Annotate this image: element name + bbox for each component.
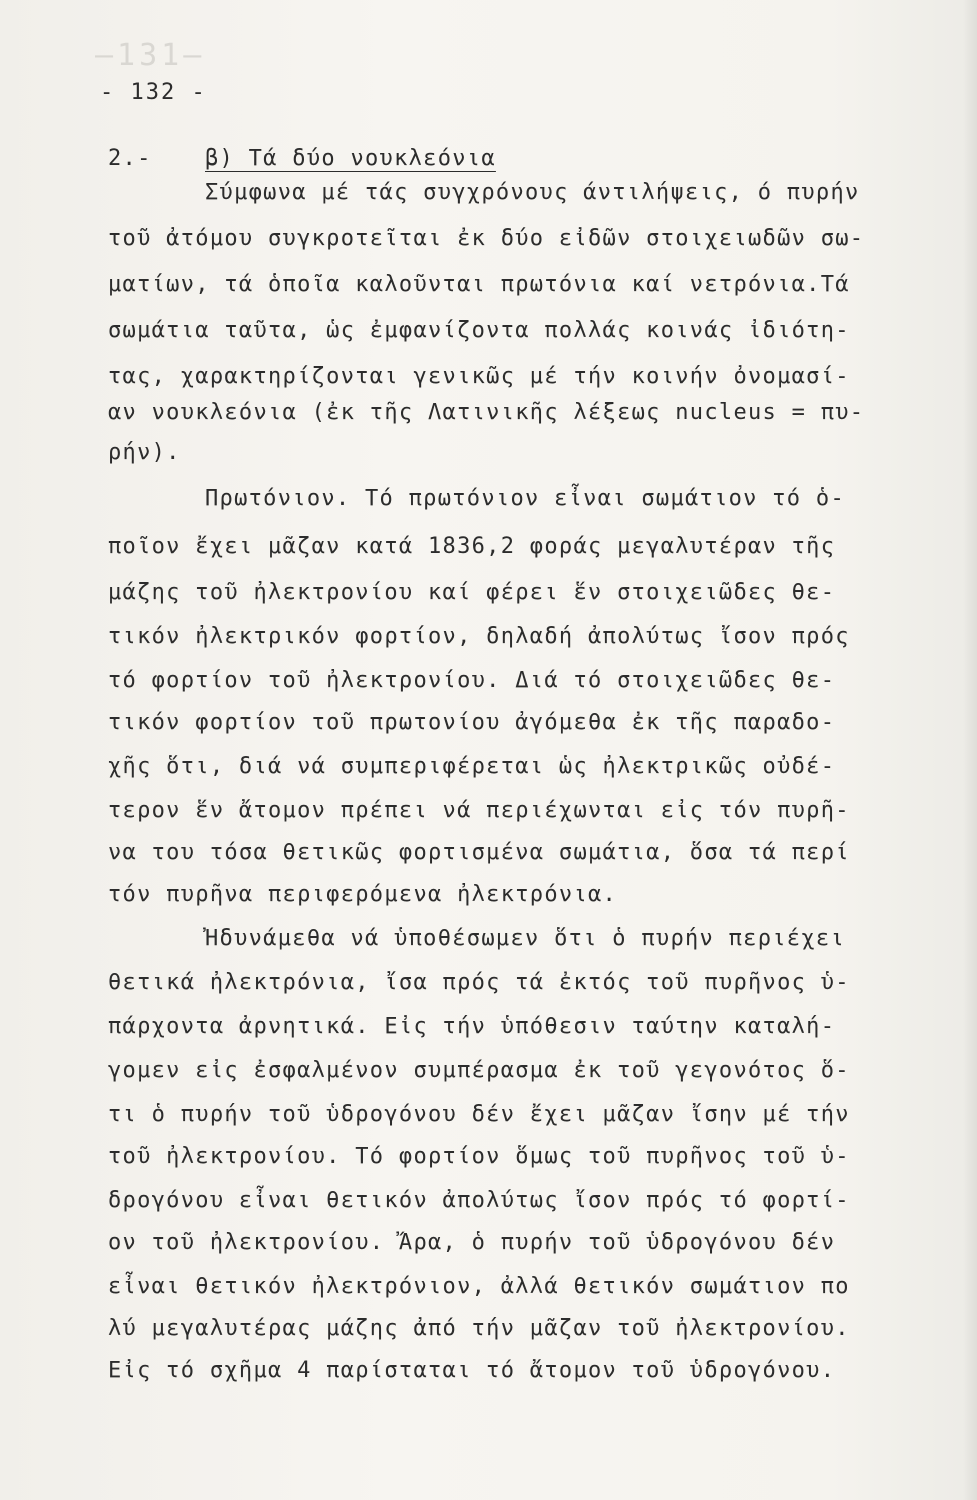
text-line: πάρχοντα ἀρνητικά. Εἰς τήν ὑπόθεσιν ταύτην καταλή- [108, 1014, 836, 1039]
text-line: χῆς ὅτι, διά νά συμπεριφέρεται ὡς ἠλεκτρικῶς οὐδέ- [108, 754, 836, 779]
text-line: τικόν φορτίον τοῦ πρωτονίου ἀγόμεθα ἐκ τῆς παραδο- [108, 710, 836, 735]
text-line: τικόν ἠλεκτρικόν φορτίον, δηλαδή ἀπολύτως ἴσον πρός [108, 624, 850, 649]
page-edge-shadow [963, 0, 977, 1500]
text-line: εἶναι θετικόν ἠλεκτρόνιον, ἀλλά θετικόν σωμάτιον πο [108, 1274, 850, 1299]
text-line: θετικά ἠλεκτρόνια, ἴσα πρός τά ἐκτός τοῦ πυρῆνος ὑ- [108, 970, 850, 995]
text-line: ρήν). [108, 440, 181, 465]
text-line: Ἠδυνάμεθα νά ὑποθέσωμεν ὅτι ὁ πυρήν περιέχει [205, 926, 845, 951]
text-line: τό φορτίον τοῦ ἠλεκτρονίου. Διά τό στοιχειῶδες θε- [108, 668, 836, 693]
text-line: τόν πυρῆνα περιφερόμενα ἠλεκτρόνια. [108, 882, 618, 907]
text-line: ον τοῦ ἠλεκτρονίου. Ἄρα, ὁ πυρήν τοῦ ὑδρογόνου δέν [108, 1230, 836, 1255]
text-line: τι ὁ πυρήν τοῦ ὑδρογόνου δέν ἔχει μᾶζαν ἴσην μέ τήν [108, 1102, 850, 1127]
text-line: Πρωτόνιον. Τό πρωτόνιον εἶναι σωμάτιον τό ὁ- [205, 486, 845, 511]
text-line: μάζης τοῦ ἠλεκτρονίου καί φέρει ἕν στοιχειῶδες θε- [108, 580, 836, 605]
text-line: λύ μεγαλυτέρας μάζης ἀπό τήν μᾶζαν τοῦ ἠλεκτρονίου. [108, 1316, 850, 1341]
text-line: Εἰς τό σχῆμα 4 παρίσταται τό ἄτομον τοῦ ὑδρογόνου. [108, 1358, 836, 1383]
section-title: β) Τά δύο νουκλεόνια [205, 146, 496, 171]
section-number: 2.- [108, 146, 152, 171]
text-line: τοῦ ἠλεκτρονίου. Τό φορτίον ὅμως τοῦ πυρῆνος τοῦ ὑ- [108, 1144, 850, 1169]
text-line: ματίων, τά ὁποῖα καλοῦνται πρωτόνια καί νετρόνια.Τά [108, 272, 850, 297]
text-line: τερον ἕν ἄτομον πρέπει νά περιέχωνται εἰς τόν πυρῆ- [108, 798, 850, 823]
text-line: ποῖον ἔχει μᾶζαν κατά 1836,2 φοράς μεγαλυτέραν τῆς [108, 534, 836, 559]
text-line: να του τόσα θετικῶς φορτισμένα σωμάτια, ὅσα τά περί [108, 840, 850, 865]
text-line: δρογόνου εἶναι θετικόν ἀπολύτως ἴσον πρός τό φορτί- [108, 1188, 850, 1213]
text-line: γομεν εἰς ἐσφαλμένον συμπέρασμα ἐκ τοῦ γεγονότος ὅ- [108, 1058, 850, 1083]
text-line: τας, χαρακτηρίζονται γενικῶς μέ τήν κοινήν ὀνομασί- [108, 364, 850, 389]
text-line: Σύμφωνα μέ τάς συγχρόνους άντιλήψεις, ό πυρήν [205, 180, 860, 205]
text-line: τοῦ ἀτόμου συγκροτεῖται ἐκ δύο εἰδῶν στοιχειωδῶν σω- [108, 226, 865, 251]
bleed-through-mark: –131– [95, 38, 206, 73]
text-line: σωμάτια ταῦτα, ὡς ἐμφανίζοντα πολλάς κοινάς ἰδιότη- [108, 318, 850, 343]
text-line: αν νουκλεόνια (ἐκ τῆς Λατινικῆς λέξεως nucleus = πυ- [108, 400, 865, 425]
page-number: - 132 - [100, 80, 207, 105]
